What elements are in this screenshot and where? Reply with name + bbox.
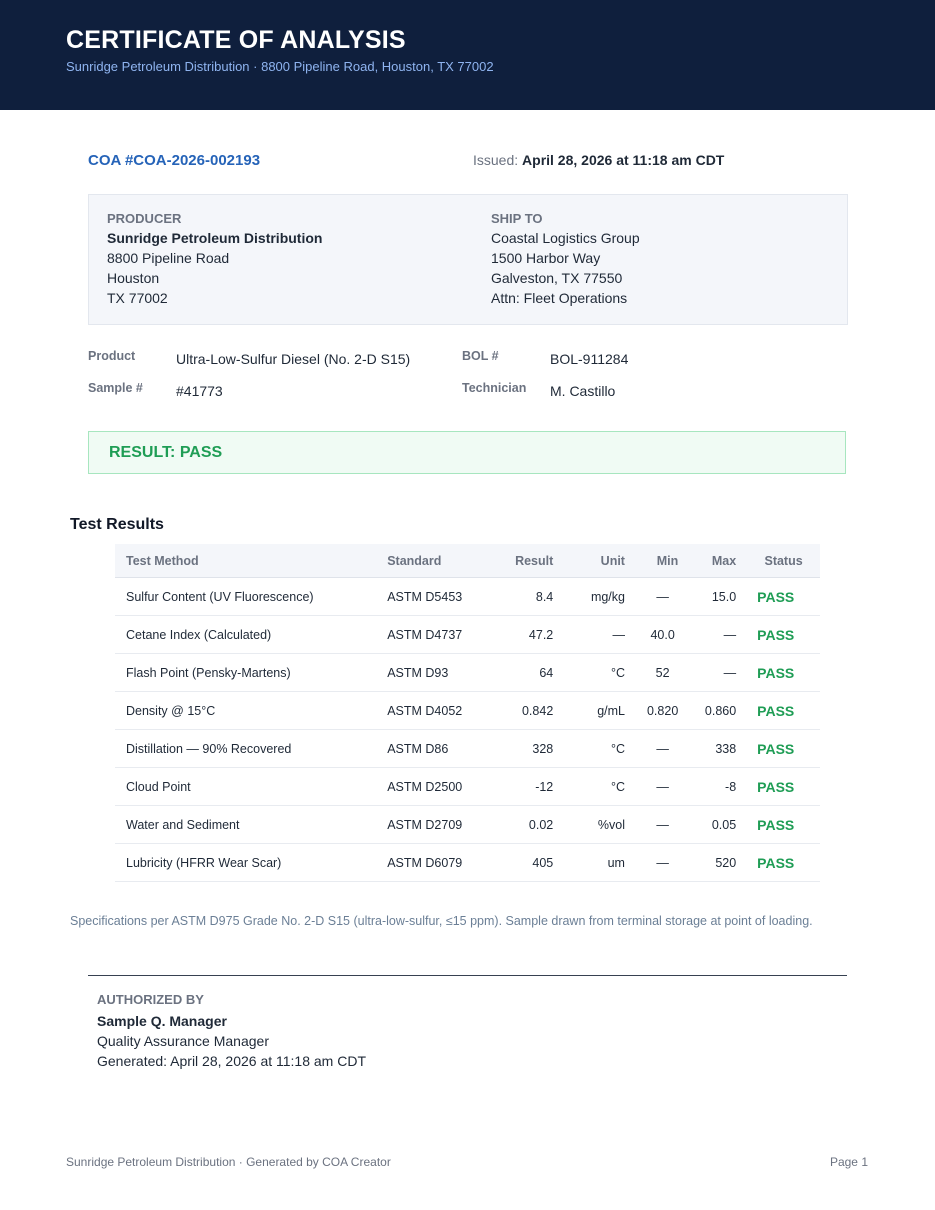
test-unit: um <box>564 844 636 882</box>
test-max: 0.860 <box>689 692 747 730</box>
test-standard: ASTM D2500 <box>376 768 485 806</box>
test-result: 8.4 <box>486 578 565 616</box>
signer-role: Quality Assurance Manager <box>97 1033 269 1049</box>
test-standard: ASTM D6079 <box>376 844 485 882</box>
issued-date <box>473 152 724 168</box>
bol-label: BOL # <box>462 349 499 363</box>
test-max: 338 <box>689 730 747 768</box>
test-method: Cloud Point <box>115 768 376 806</box>
test-unit: °C <box>564 730 636 768</box>
test-max: — <box>689 654 747 692</box>
test-method: Cetane Index (Calculated) <box>115 616 376 654</box>
test-unit: g/mL <box>564 692 636 730</box>
test-standard: ASTM D5453 <box>376 578 485 616</box>
test-results-table <box>115 544 820 882</box>
test-standard: ASTM D4052 <box>376 692 485 730</box>
test-status: PASS <box>747 730 820 768</box>
ship-to-name: Coastal Logistics Group <box>491 230 640 246</box>
test-unit: %vol <box>564 806 636 844</box>
sample-label: Sample # <box>88 381 143 395</box>
issued-value: April 28, 2026 at 11:18 am CDT <box>522 152 725 168</box>
test-min: — <box>636 730 689 768</box>
test-status: PASS <box>747 616 820 654</box>
test-result: 64 <box>486 654 565 692</box>
table-row <box>115 806 820 844</box>
sample-value: #41773 <box>176 383 223 399</box>
technician-value: M. Castillo <box>550 383 616 399</box>
test-results-heading: Test Results <box>70 516 164 533</box>
specification-note: Specifications per ASTM D975 Grade No. 2-D S15 (ultra-low-sulfur, ≤15 ppm). Sample drawn from terminal storage at point of loading. <box>70 914 813 928</box>
coa-number: COA #COA-2026-002193 <box>88 152 261 169</box>
test-min: — <box>636 768 689 806</box>
test-result: 328 <box>486 730 565 768</box>
column-header: Unit <box>564 544 636 578</box>
test-min: 0.820 <box>636 692 689 730</box>
ship-to-attn: Attn: Fleet Operations <box>491 290 628 306</box>
page-number: Page 1 <box>829 1155 868 1169</box>
technician-label: Technician <box>462 381 527 395</box>
column-header: Max <box>689 544 747 578</box>
signer-name: Sample Q. Manager <box>97 1013 227 1029</box>
table-row <box>115 730 820 768</box>
producer-state-zip: TX 77002 <box>107 290 168 306</box>
producer-city: Houston <box>107 270 160 286</box>
product-value: Ultra-Low-Sulfur Diesel (No. 2-D S15) <box>176 351 411 367</box>
test-max: -8 <box>689 768 747 806</box>
ship-to-city: Galveston, TX 77550 <box>491 270 623 286</box>
test-result: 405 <box>486 844 565 882</box>
test-method: Distillation — 90% Recovered <box>115 730 376 768</box>
parties-box <box>88 194 848 325</box>
test-standard: ASTM D93 <box>376 654 485 692</box>
column-header: Result <box>486 544 565 578</box>
signature-divider <box>88 975 847 976</box>
test-standard: ASTM D4737 <box>376 616 485 654</box>
test-standard: ASTM D2709 <box>376 806 485 844</box>
company-address: Sunridge Petroleum Distribution · 8800 Pipeline Road, Houston, TX 77002 <box>66 59 494 74</box>
test-min: — <box>636 844 689 882</box>
test-result: 47.2 <box>486 616 565 654</box>
test-min: — <box>636 806 689 844</box>
producer-label: PRODUCER <box>107 211 182 226</box>
test-max: — <box>689 616 747 654</box>
test-method: Lubricity (HFRR Wear Scar) <box>115 844 376 882</box>
table-row <box>115 844 820 882</box>
table-row <box>115 578 820 616</box>
issued-label: Issued: <box>473 152 519 168</box>
product-label: Product <box>88 349 136 363</box>
table-row <box>115 616 820 654</box>
test-method: Water and Sediment <box>115 806 376 844</box>
test-method: Flash Point (Pensky-Martens) <box>115 654 376 692</box>
test-status: PASS <box>747 806 820 844</box>
footer-text: Sunridge Petroleum Distribution · Generated by COA Creator <box>66 1155 391 1169</box>
test-result: -12 <box>486 768 565 806</box>
result-text: RESULT: PASS <box>109 444 223 461</box>
test-method: Density @ 15°C <box>115 692 376 730</box>
test-status: PASS <box>747 844 820 882</box>
signature-block <box>97 992 366 1071</box>
producer-address-line: 8800 Pipeline Road <box>107 250 230 266</box>
test-status: PASS <box>747 578 820 616</box>
table-row <box>115 654 820 692</box>
test-result: 0.842 <box>486 692 565 730</box>
test-unit: — <box>564 616 636 654</box>
producer-block <box>107 211 322 308</box>
result-banner <box>88 431 846 474</box>
table-header-row <box>115 544 820 578</box>
column-header: Standard <box>376 544 485 578</box>
test-max: 0.05 <box>689 806 747 844</box>
test-status: PASS <box>747 768 820 806</box>
producer-name: Sunridge Petroleum Distribution <box>107 230 323 246</box>
column-header: Status <box>747 544 820 578</box>
test-min: 40.0 <box>636 616 689 654</box>
test-status: PASS <box>747 692 820 730</box>
ship-to-label: SHIP TO <box>491 211 543 226</box>
ship-to-address-line: 1500 Harbor Way <box>491 250 601 266</box>
document-title: CERTIFICATE OF ANALYSIS <box>66 26 406 54</box>
test-min: — <box>636 578 689 616</box>
test-unit: °C <box>564 768 636 806</box>
test-unit: mg/kg <box>564 578 636 616</box>
test-result: 0.02 <box>486 806 565 844</box>
bol-value: BOL-911284 <box>550 351 629 367</box>
test-min: 52 <box>636 654 689 692</box>
authorized-by-label: AUTHORIZED BY <box>97 992 204 1007</box>
test-unit: °C <box>564 654 636 692</box>
table-row <box>115 692 820 730</box>
document-header <box>0 0 935 110</box>
column-header: Test Method <box>115 544 376 578</box>
test-max: 520 <box>689 844 747 882</box>
column-header: Min <box>636 544 689 578</box>
test-max: 15.0 <box>689 578 747 616</box>
test-method: Sulfur Content (UV Fluorescence) <box>115 578 376 616</box>
table-row <box>115 768 820 806</box>
test-status: PASS <box>747 654 820 692</box>
ship-to-block <box>491 211 640 308</box>
generated-date: Generated: April 28, 2026 at 11:18 am CDT <box>97 1053 367 1069</box>
test-standard: ASTM D86 <box>376 730 485 768</box>
